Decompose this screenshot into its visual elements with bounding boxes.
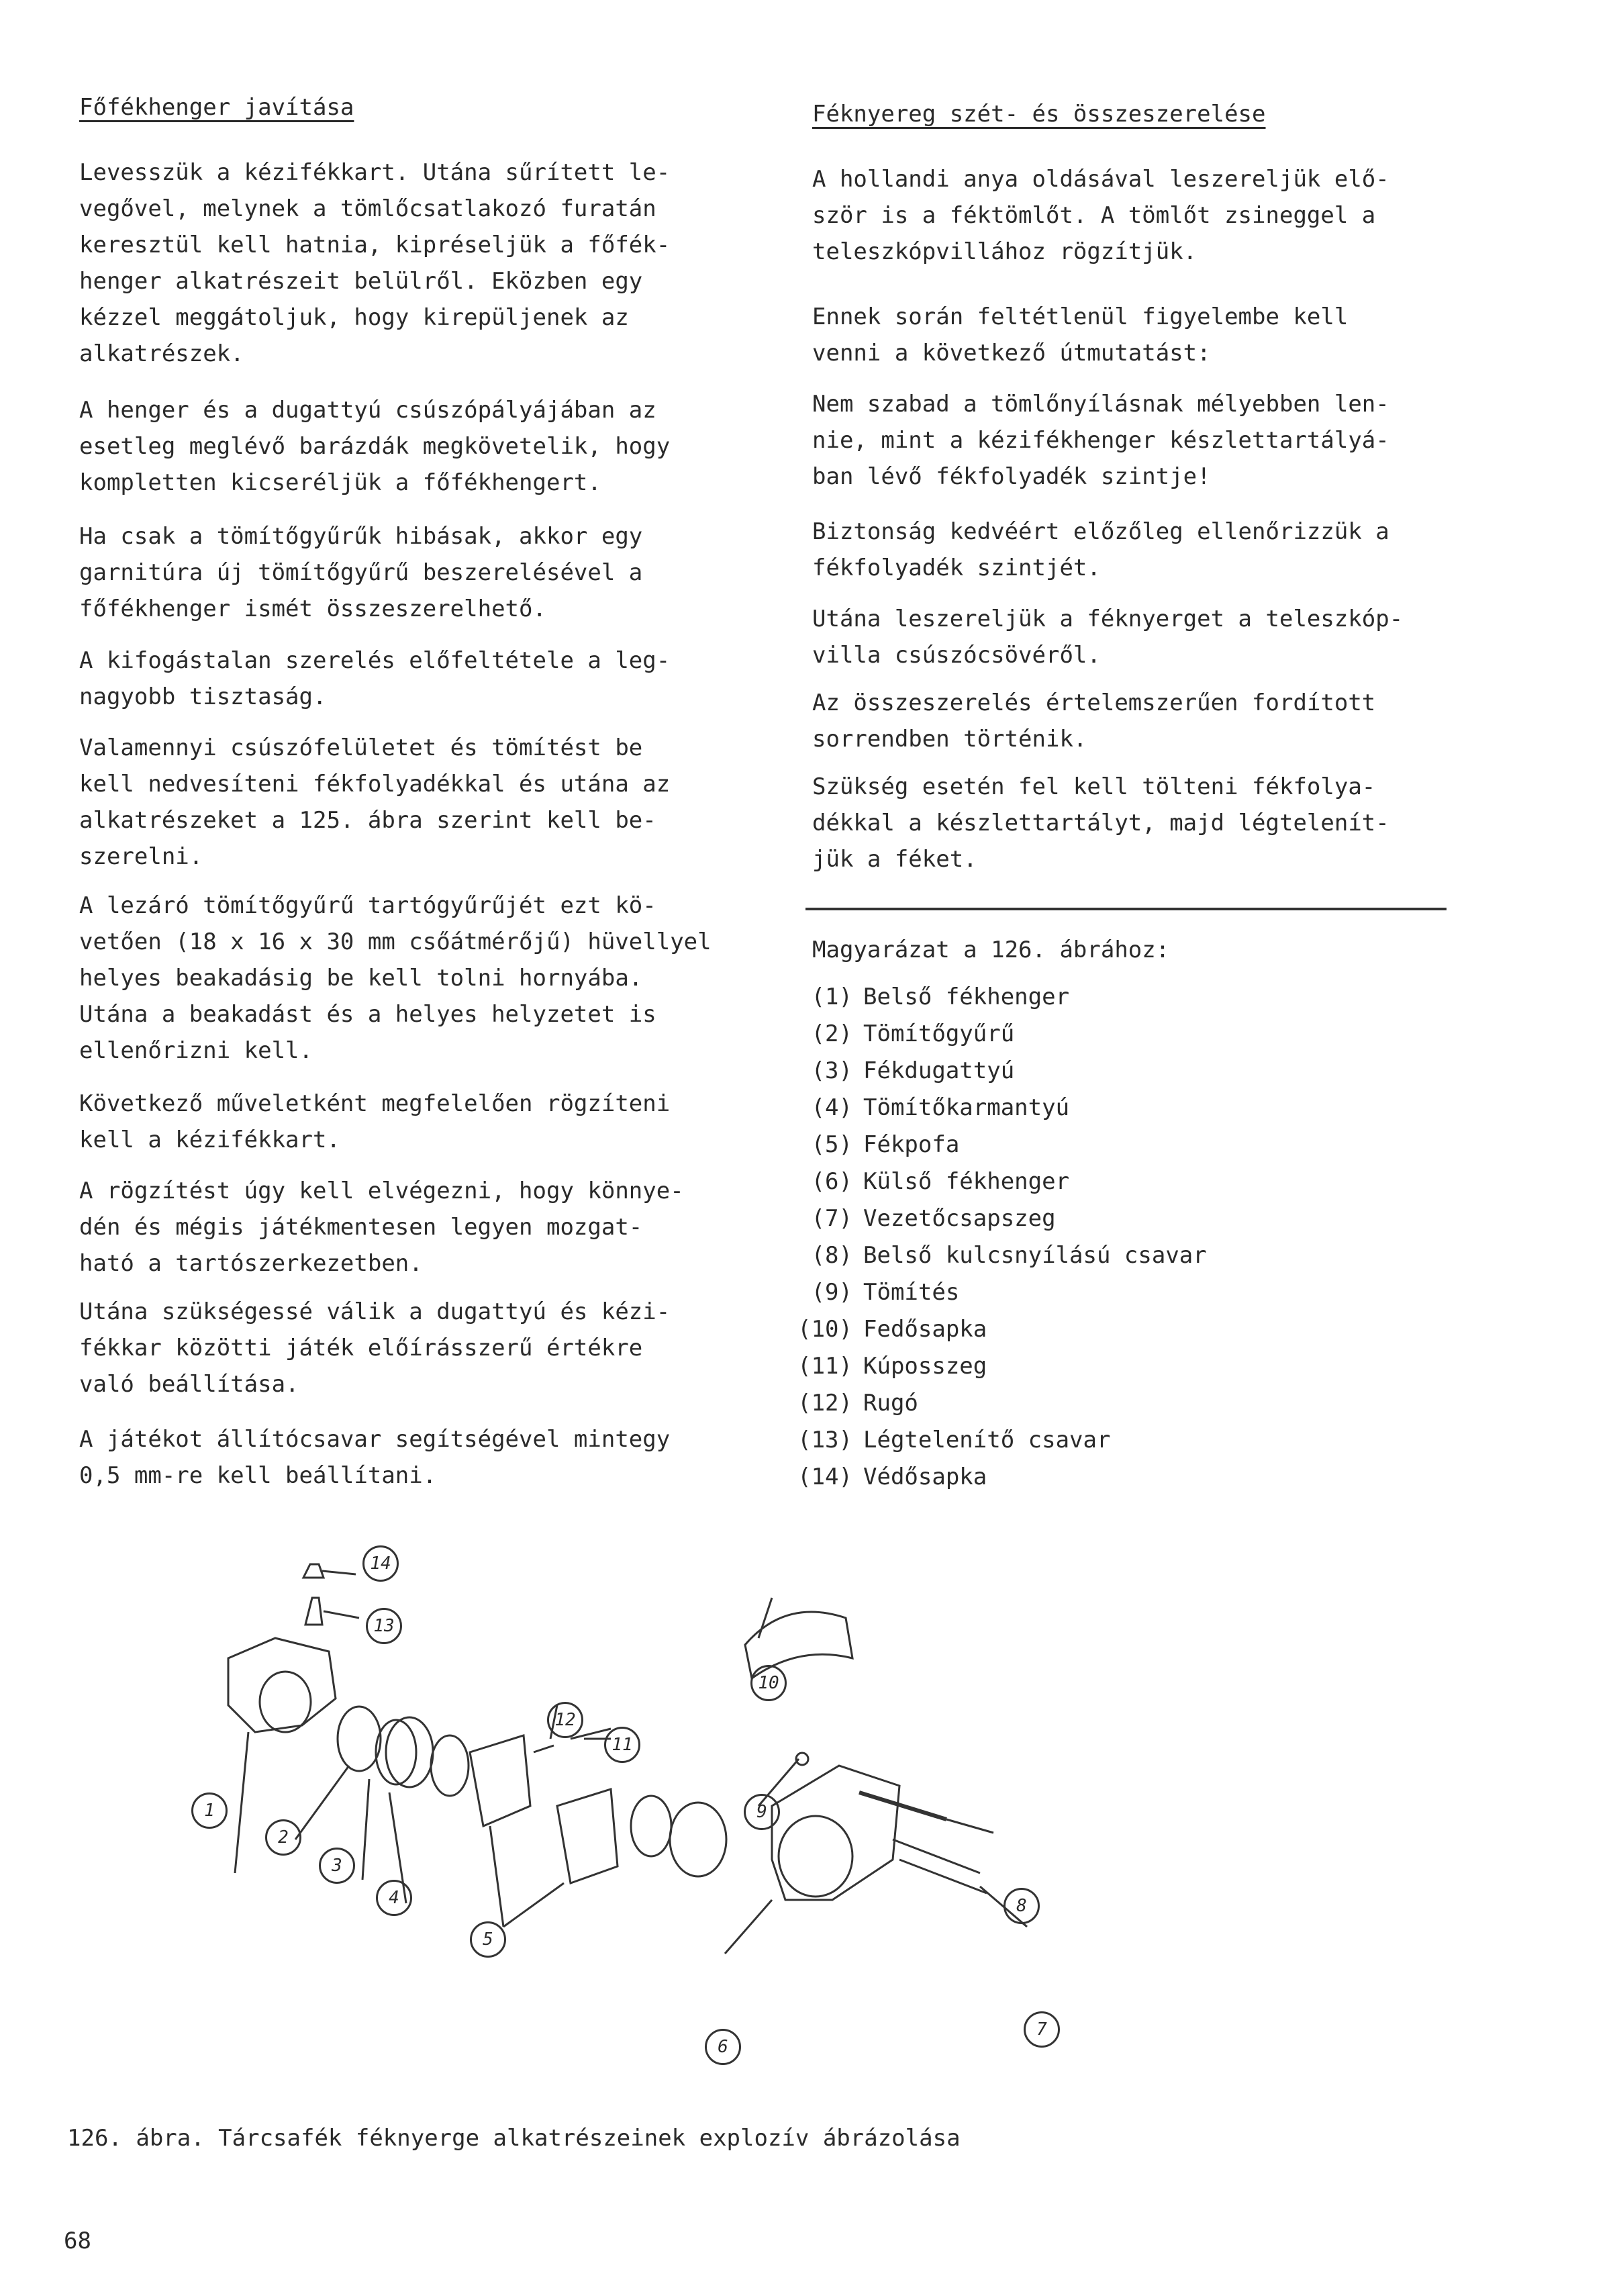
legend-item [779, 1242, 1207, 1269]
callout-3: 3 [319, 1848, 355, 1884]
right-paragraph-6: Az összeszerelés értelemszerűen fordított sorrendben történik. [812, 689, 1376, 753]
legend-label: Tömítőkarmantyú [863, 1094, 1070, 1121]
callout-9: 9 [744, 1794, 780, 1830]
divider [805, 908, 1447, 910]
legend-number: (2) [811, 1020, 852, 1047]
right-paragraph-2: Ennek során feltétlenül figyelembe kell venni a következő útmutatást: [812, 303, 1349, 367]
callout-7: 7 [1024, 2011, 1060, 2048]
legend-number: (10) [797, 1316, 852, 1343]
bleed-screw-part [305, 1598, 322, 1625]
left-paragraph-6: A lezáró tömítőgyűrű tartógyűrűjét ezt kö- vetően (18 x 16 x 30 mm csőátmérőjű) hüvellyel helyes beakadásig be kell tolni hornyába. Utána a beakadást és a helyes helyzetet is ellenőrizni kell. [79, 892, 712, 1064]
legend-title: Magyarázat a 126. ábrához: [812, 937, 1170, 963]
right-paragraph-4: Biztonság kedvéért előzőleg ellenőrizzük a fékfolyadék szintjét. [812, 518, 1389, 581]
callout-10: 10 [750, 1665, 787, 1701]
legend-item [779, 1020, 1014, 1047]
inner-cylinder-part [228, 1638, 336, 1732]
guide-pin-part [893, 1839, 980, 1873]
legend-label: Belső kulcsnyílású csavar [863, 1242, 1207, 1269]
legend-number: (7) [811, 1205, 852, 1232]
callout-8: 8 [1004, 1888, 1040, 1924]
legend-label: Vezetőcsapszeg [863, 1205, 1056, 1232]
left-paragraph-1: Levesszük a kézifékkart. Utána sűrített le- vegővel, melynek a tömlőcsatlakozó furatán keresztül kell hatnia, kipréseljük a főfék- henger alkatrészeit belülről. Eközben egy kézzel meggátoljuk, hogy kirepüljenek az alkatrészek. [79, 159, 671, 367]
legend-item [779, 1353, 987, 1380]
legend-item [779, 1094, 1069, 1121]
legend-label: Külső fékhenger [863, 1168, 1070, 1195]
right-paragraph-5: Utána leszereljük a féknyerget a teleszkóp- villa csúszócsövéről. [812, 606, 1404, 669]
legend-item [779, 1279, 959, 1306]
page-number: 68 [64, 2228, 91, 2254]
legend-label: Kúposszeg [863, 1353, 987, 1380]
left-paragraph-9: Utána szükségessé válik a dugattyú és kézi- fékkar közötti játék előírásszerű értékre való beállítása. [79, 1298, 671, 1398]
left-paragraph-5: Valamennyi csúszófelületet és tömítést be kell nedvesíteni fékfolyadékkal és utána az alkatrészeket a 125. ábra szerint kell be- szerelni. [79, 734, 671, 870]
legend-number: (1) [811, 984, 852, 1010]
legend-item [779, 1316, 987, 1343]
seal-ring-part [338, 1707, 381, 1771]
legend-number: (12) [797, 1390, 852, 1417]
legend-label: Fedősapka [863, 1316, 987, 1343]
left-paragraph-8: A rögzítést úgy kell elvégezni, hogy könnye- dén és mégis játékmentesen legyen mozgat- ható a tartószerkezetben. [79, 1178, 684, 1277]
callout-11: 11 [604, 1727, 640, 1763]
legend-label: Tömítés [863, 1279, 960, 1306]
legend-item [779, 1205, 1056, 1232]
legend-item [779, 1057, 1014, 1084]
legend-number: (6) [811, 1168, 852, 1195]
legend-number: (5) [811, 1131, 852, 1158]
callout-14: 14 [362, 1545, 399, 1582]
left-paragraph-7: Következő műveletként megfelelően rögzíteni kell a kézifékkart. [79, 1090, 671, 1153]
right-paragraph-1: A hollandi anya oldásával leszereljük elő- ször is a féktömlőt. A tömlőt zsineggel a teleszkópvillához rögzítjük. [812, 166, 1389, 265]
left-heading: Főfékhenger javítása [79, 94, 354, 121]
boot-part [431, 1735, 469, 1796]
legend-item [779, 1168, 1069, 1195]
legend-number: (9) [811, 1279, 852, 1306]
legend-number: (3) [811, 1057, 852, 1084]
legend-item [779, 1427, 1110, 1453]
right-paragraph-7: Szükség esetén fel kell tölteni fékfolya- dékkal a készlettartályt, majd légtelenít- jük a féket. [812, 773, 1389, 873]
left-paragraph-10: A játékot állítócsavar segítségével mintegy 0,5 mm-re kell beállítani. [79, 1426, 671, 1489]
legend-item [779, 984, 1069, 1010]
brake-pad-part [470, 1735, 530, 1826]
callout-1: 1 [191, 1792, 228, 1829]
callout-6: 6 [705, 2029, 741, 2065]
exploded-view-diagram [168, 1524, 1094, 2061]
outer-cylinder-part [772, 1766, 899, 1900]
left-paragraph-3: Ha csak a tömítőgyűrűk hibásak, akkor egy garnitúra új tömítőgyűrű beszerelésével a főfékhenger ismét összeszerelhető. [79, 523, 643, 622]
callout-2: 2 [265, 1819, 301, 1856]
callout-5: 5 [470, 1921, 506, 1958]
legend-label: Fékpofa [863, 1131, 960, 1158]
left-paragraph-4: A kifogástalan szerelés előfeltétele a leg- nagyobb tisztaság. [79, 647, 671, 710]
spring-part [534, 1745, 554, 1752]
callout-13: 13 [366, 1608, 402, 1644]
legend-label: Belső fékhenger [863, 984, 1070, 1010]
legend-item [779, 1390, 918, 1417]
legend-number: (8) [811, 1242, 852, 1269]
figure-caption: 126. ábra. Tárcsafék féknyerge alkatrészeinek explozív ábrázolása [67, 2125, 961, 2152]
legend-number: (13) [797, 1427, 852, 1453]
socket-screw-part [859, 1792, 946, 1819]
legend-number: (11) [797, 1353, 852, 1380]
legend-label: Rugó [863, 1390, 918, 1417]
legend-item [779, 1464, 987, 1490]
legend-label: Fékdugattyú [863, 1057, 1015, 1084]
left-paragraph-2: A henger és a dugattyú csúszópályájában az esetleg meglévő barázdák megkövetelik, hogy kompletten kicseréljük a főfékhengert. [79, 397, 671, 496]
right-paragraph-3: Nem szabad a tömlőnyílásnak mélyebben len- nie, mint a kézifékhenger készlettartályá- ban lévő fékfolyadék szintje! [812, 391, 1389, 490]
legend-label: Tömítőgyűrű [863, 1020, 1015, 1047]
legend-number: (14) [797, 1464, 852, 1490]
protective-cap-part [303, 1564, 324, 1578]
callout-4: 4 [376, 1880, 412, 1916]
right-heading: Féknyereg szét- és összeszerelése [812, 101, 1266, 128]
legend-number: (4) [811, 1094, 852, 1121]
legend-label: Védősapka [863, 1464, 987, 1490]
legend-item [779, 1131, 959, 1158]
legend-label: Légtelenítő csavar [863, 1427, 1111, 1453]
callout-12: 12 [547, 1702, 583, 1738]
